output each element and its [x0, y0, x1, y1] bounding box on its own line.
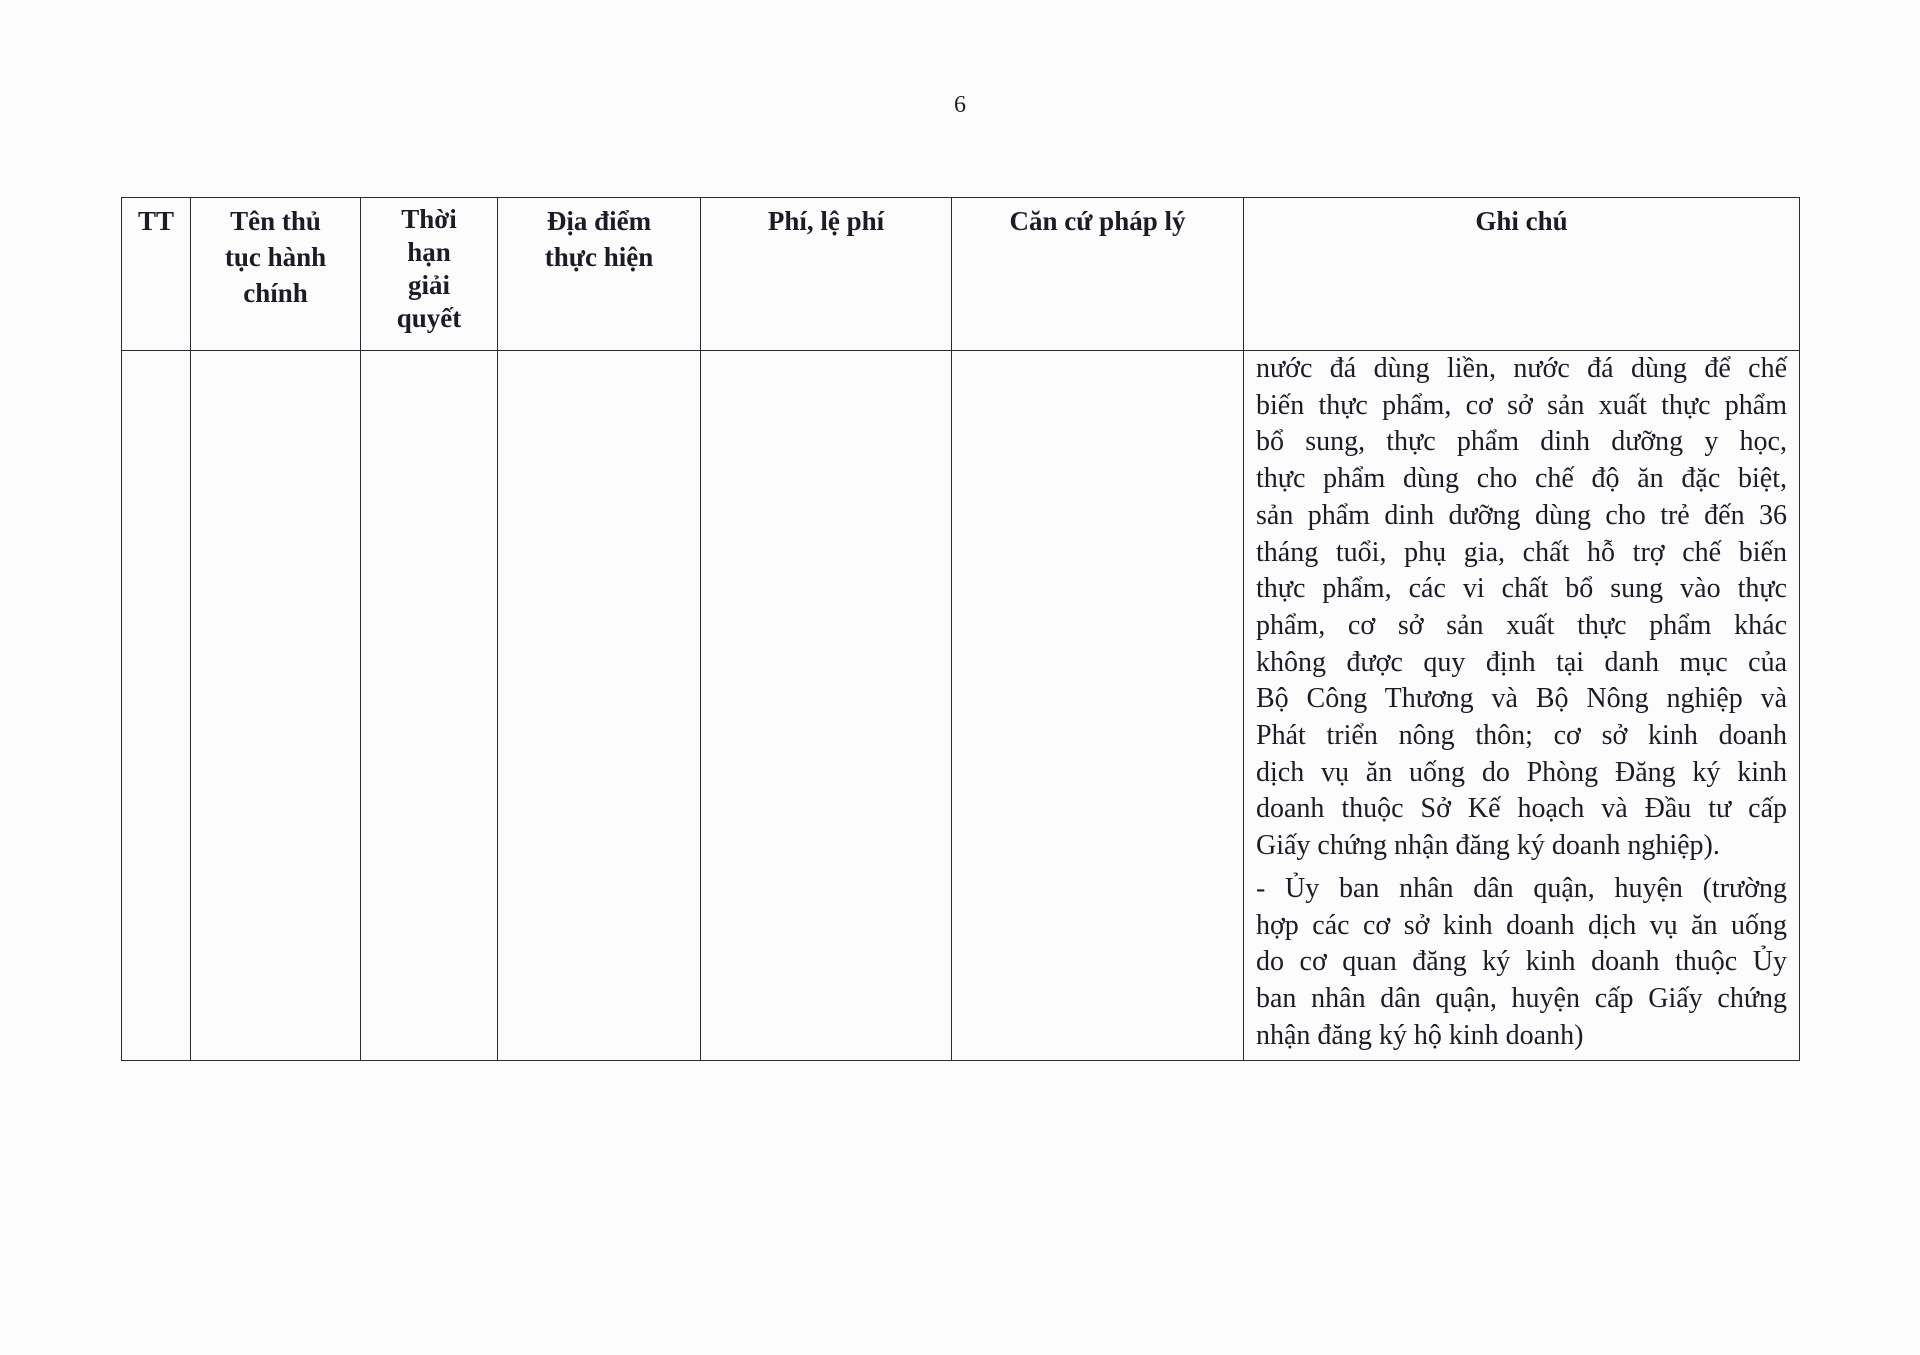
text-line: không được quy định tại danh mục của — [1256, 646, 1787, 678]
header-line: tục hành — [224, 242, 327, 272]
text-line: do cơ quan đăng ký kinh doanh thuộc Ủy — [1256, 946, 1787, 978]
text-line: Phát triển nông thôn; cơ sở kinh doanh — [1256, 720, 1787, 752]
header-line: Thời — [401, 204, 457, 234]
text-line: nước đá dùng liền, nước đá dùng để chế — [1256, 353, 1787, 384]
notes-paragraph-1 — [1256, 351, 1787, 865]
cell-processing-time — [361, 351, 498, 1061]
header-row — [122, 198, 1800, 351]
text-line: biến thực phẩm, cơ sở sản xuất thực phẩm — [1256, 389, 1787, 421]
header-line: chính — [243, 278, 308, 308]
header-line: Địa điểm — [546, 206, 652, 236]
cell-fees — [701, 351, 952, 1061]
text-line: ban nhân dân quận, huyện cấp Giấy chứng — [1256, 982, 1787, 1014]
text-line: Giấy chứng nhận đăng ký doanh nghiệp). — [1256, 830, 1720, 862]
table-body — [122, 351, 1800, 1061]
cell-location — [498, 351, 701, 1061]
table-header — [122, 198, 1800, 351]
text-line: sản phẩm dinh dưỡng dùng cho trẻ đến 36 — [1256, 499, 1787, 531]
header-processing-time — [361, 198, 498, 351]
header-line: giải — [407, 270, 450, 300]
header-notes — [1244, 198, 1800, 351]
header-line: Ghi chú — [1475, 206, 1568, 236]
text-line: nhận đăng ký hộ kinh doanh) — [1256, 1019, 1584, 1051]
header-location — [498, 198, 701, 351]
header-procedure-name — [191, 198, 361, 351]
text-line: Bộ Công Thương và Bộ Nông nghiệp và — [1256, 683, 1787, 715]
header-line: Tên thủ — [230, 206, 321, 236]
table-row — [122, 351, 1800, 1061]
header-legal-basis — [952, 198, 1244, 351]
text-line: thực phẩm dùng cho chế độ ăn đặc biệt, — [1256, 463, 1787, 495]
cell-tt — [122, 351, 191, 1061]
notes-paragraph-2 — [1256, 871, 1787, 1055]
text-line: bổ sung, thực phẩm dinh dưỡng y học, — [1256, 426, 1787, 458]
header-line: Phí, lệ phí — [767, 206, 885, 236]
cell-procedure-name — [191, 351, 361, 1061]
page-number: 6 — [954, 92, 966, 118]
text-line: doanh thuộc Sở Kế hoạch và Đầu tư cấp — [1256, 793, 1787, 825]
text-line: hợp các cơ sở kinh doanh dịch vụ ăn uống — [1256, 909, 1787, 941]
header-line: thực hiện — [544, 242, 654, 272]
cell-notes — [1244, 351, 1800, 1061]
header-line: hạn — [407, 237, 451, 267]
text-line: phẩm, cơ sở sản xuất thực phẩm khác — [1256, 609, 1787, 641]
header-line: Căn cứ pháp lý — [1009, 206, 1186, 236]
text-line: dịch vụ ăn uống do Phòng Đăng ký kinh — [1256, 756, 1787, 788]
procedure-table — [121, 197, 1800, 1061]
header-tt — [122, 198, 191, 351]
header-line: quyết — [396, 303, 462, 333]
header-fees — [701, 198, 952, 351]
cell-legal-basis — [952, 351, 1244, 1061]
text-line: tháng tuổi, phụ gia, chất hỗ trợ chế biến — [1256, 536, 1787, 568]
text-line: thực phẩm, các vi chất bổ sung vào thực — [1256, 573, 1787, 605]
text-line: - Ủy ban nhân dân quận, huyện (trường — [1256, 872, 1787, 904]
header-line: TT — [137, 206, 175, 236]
